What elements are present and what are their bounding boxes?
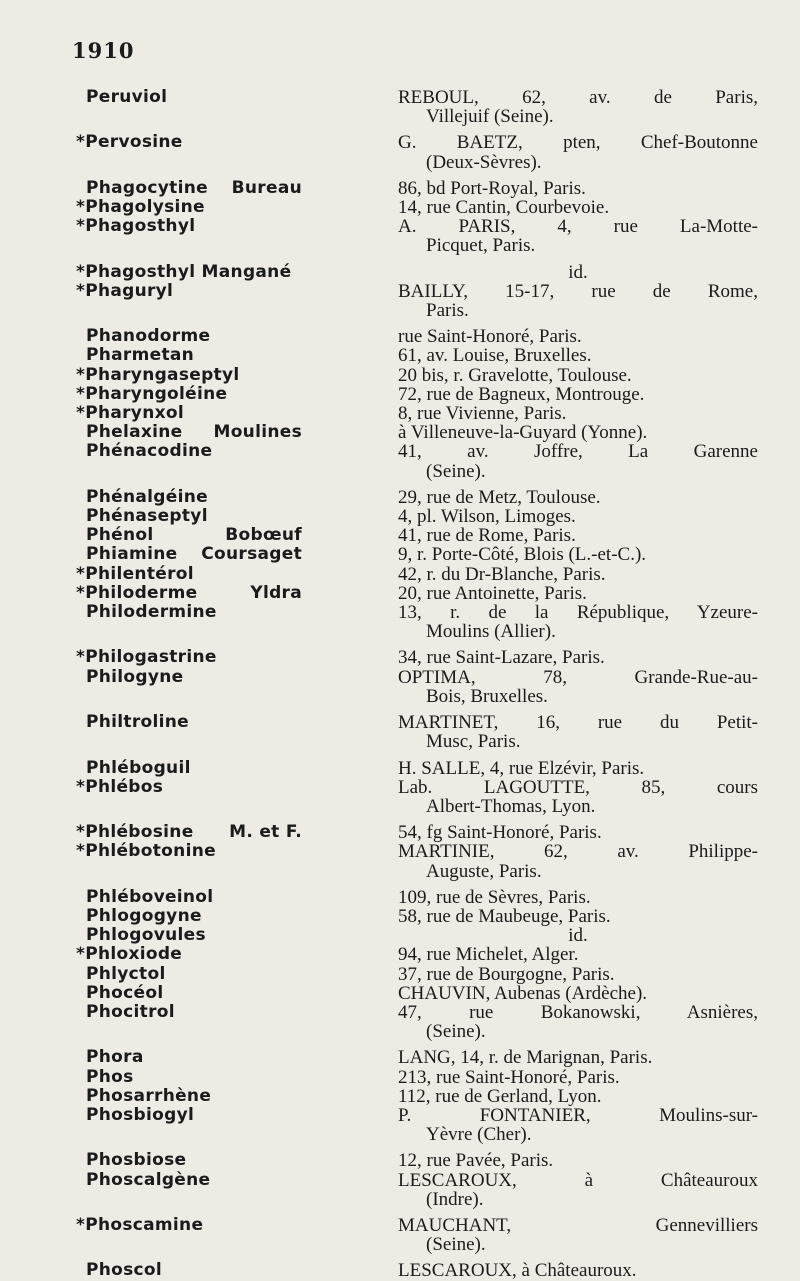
address	[398, 888, 758, 907]
directory-entries	[0, 88, 800, 1281]
product-name	[0, 778, 310, 797]
directory-entry	[0, 1106, 800, 1144]
product-name-main: Phora	[86, 1047, 144, 1068]
product-name-main: *Philoderme	[76, 582, 198, 603]
address-line-1: LESCAROUX, à Châteauroux	[398, 1169, 758, 1191]
address-line-1: 9, r. Porte-Côté, Blois (L.-et-C.).	[398, 544, 647, 566]
address-line-1: 58, rue de Maubeuge, Paris.	[398, 905, 611, 927]
address-line-1: à Villeneuve-la-Guyard (Yonne).	[398, 422, 648, 444]
product-name-main: Peruviol	[86, 87, 168, 107]
product-name-main: *Pharyngoléine	[76, 383, 228, 404]
directory-entry	[0, 1261, 800, 1280]
product-name-suffix: Coursaget	[201, 544, 302, 565]
product-name	[0, 1068, 310, 1087]
address	[398, 442, 758, 480]
product-name-main: Phoscol	[86, 1260, 163, 1281]
product-name-main: Phosarrhène	[86, 1085, 212, 1106]
address	[398, 385, 758, 404]
address-line-2: Moulins (Allier).	[426, 621, 556, 643]
address	[398, 713, 758, 751]
product-name-main: Phlogovules	[86, 925, 206, 946]
directory-entry	[0, 1171, 800, 1209]
page-number: 1910	[72, 38, 135, 63]
address-line-2: (Seine).	[426, 460, 486, 482]
directory-entry	[0, 385, 800, 404]
product-name-suffix: Moulines	[213, 422, 302, 443]
product-name	[0, 907, 310, 926]
product-name	[0, 1151, 310, 1170]
address-line-2: Yèvre (Cher).	[426, 1124, 532, 1146]
address-line-1: 4, pl. Wilson, Limoges.	[398, 506, 576, 528]
address	[398, 198, 758, 217]
address	[398, 1216, 758, 1254]
address-line-2: (Seine).	[426, 1234, 486, 1256]
address	[398, 282, 758, 320]
directory-entry	[0, 1151, 800, 1170]
address-line-1: 42, r. du Dr-Blanche, Paris.	[398, 563, 606, 585]
product-name-main: *Phlébosine	[76, 822, 194, 843]
address	[398, 1106, 758, 1144]
address	[398, 346, 758, 365]
product-name	[0, 366, 310, 385]
product-name	[0, 327, 310, 346]
directory-entry	[0, 88, 800, 126]
product-name-main: *Philentérol	[76, 563, 194, 584]
product-name-main: Phléboveinol	[86, 886, 214, 907]
address-line-2: Auguste, Paris.	[426, 860, 542, 882]
directory-entry	[0, 1216, 800, 1254]
address-line-1: 112, rue de Gerland, Lyon.	[398, 1085, 602, 1107]
address	[398, 423, 758, 442]
address	[398, 179, 758, 198]
product-name	[0, 198, 310, 217]
address	[398, 263, 758, 282]
directory-entry	[0, 778, 800, 816]
product-name	[0, 526, 310, 545]
address-line-1: 37, rue de Bourgogne, Paris.	[398, 963, 615, 985]
directory-entry	[0, 133, 800, 171]
address-line-1: 14, rue Cantin, Courbevoie.	[398, 197, 610, 219]
address-line-2: Musc, Paris.	[426, 731, 521, 753]
address	[398, 1003, 758, 1041]
product-name-main: Phénaseptyl	[86, 506, 208, 527]
directory-entry	[0, 984, 800, 1003]
directory-entry	[0, 907, 800, 926]
address	[398, 488, 758, 507]
product-name-main: Phoscalgène	[86, 1169, 211, 1190]
product-name	[0, 423, 310, 442]
directory-entry	[0, 1068, 800, 1087]
address	[398, 526, 758, 545]
address	[398, 366, 758, 385]
directory-entry	[0, 423, 800, 442]
product-name	[0, 1171, 310, 1190]
address-line-1: 72, rue de Bagneux, Montrouge.	[398, 383, 645, 405]
product-name-suffix: M. et F.	[229, 822, 302, 843]
product-name	[0, 217, 310, 236]
product-name	[0, 545, 310, 564]
address-line-1: 54, fg Saint-Honoré, Paris.	[398, 822, 602, 844]
product-name-main: Phénacodine	[86, 441, 213, 462]
product-name-main: *Phaguryl	[76, 280, 174, 301]
product-name	[0, 1106, 310, 1125]
directory-entry	[0, 526, 800, 545]
product-name	[0, 488, 310, 507]
product-name-suffix: Bureau	[231, 177, 302, 198]
product-name	[0, 888, 310, 907]
product-name-main: *Phagosthyl	[76, 216, 196, 237]
product-name-main: Phocitrol	[86, 1001, 175, 1022]
product-name-main: Phiamine	[86, 544, 178, 565]
directory-entry	[0, 888, 800, 907]
product-name	[0, 984, 310, 1003]
address-line-1: 8, rue Vivienne, Paris.	[398, 403, 567, 425]
product-name-main: Philodermine	[86, 602, 217, 623]
address-line-1: 34, rue Saint-Lazare, Paris.	[398, 647, 605, 669]
address	[398, 984, 758, 1003]
address-line-1: id.	[568, 925, 588, 947]
directory-entry	[0, 565, 800, 584]
directory-entry	[0, 759, 800, 778]
product-name-main: Phelaxine	[86, 422, 183, 443]
product-name	[0, 603, 310, 622]
product-name-main: *Pharyngaseptyl	[76, 364, 240, 385]
product-name-main: *Phoscamine	[76, 1214, 204, 1235]
address-line-1: H. SALLE, 4, rue Elzévir, Paris.	[398, 757, 645, 779]
product-name	[0, 1216, 310, 1235]
directory-entry	[0, 842, 800, 880]
product-name	[0, 584, 310, 603]
address-line-1: 86, bd Port-Royal, Paris.	[398, 177, 586, 199]
product-name-main: Phos	[86, 1066, 134, 1087]
address	[398, 1068, 758, 1087]
address	[398, 926, 758, 945]
product-name	[0, 282, 310, 301]
address-line-1: id.	[568, 261, 588, 283]
address	[398, 88, 758, 126]
address-line-1: MAUCHANT, Gennevilliers	[398, 1214, 758, 1236]
product-name	[0, 965, 310, 984]
directory-entry	[0, 327, 800, 346]
address	[398, 545, 758, 564]
product-name-main: *Phloxiode	[76, 944, 183, 965]
product-name	[0, 945, 310, 964]
product-name-suffix: Bobœuf	[225, 525, 302, 546]
address-line-2: (Deux-Sèvres).	[426, 151, 542, 173]
product-name-main: Phlyctol	[86, 963, 166, 984]
product-name-main: Phosbiose	[86, 1150, 187, 1171]
product-name	[0, 346, 310, 365]
address	[398, 565, 758, 584]
product-name-main: Pharmetan	[86, 345, 195, 366]
directory-entry	[0, 545, 800, 564]
address-line-1: 29, rue de Metz, Toulouse.	[398, 486, 601, 508]
directory-entry	[0, 1048, 800, 1067]
address	[398, 1261, 758, 1280]
address-line-1: LANG, 14, r. de Marignan, Paris.	[398, 1047, 653, 1069]
directory-entry	[0, 648, 800, 667]
address	[398, 404, 758, 423]
address-line-1: 12, rue Pavée, Paris.	[398, 1150, 554, 1172]
address-line-1: MARTINET, 16, rue du Petit-	[398, 712, 758, 734]
directory-entry	[0, 179, 800, 198]
address-line-2: (Seine).	[426, 1021, 486, 1043]
address	[398, 907, 758, 926]
address	[398, 133, 758, 171]
product-name-main: *Phagolysine	[76, 197, 205, 218]
address-line-1: BAILLY, 15-17, rue de Rome,	[398, 280, 758, 302]
directory-entry	[0, 584, 800, 603]
product-name	[0, 565, 310, 584]
product-name-main: Phlogogyne	[86, 905, 202, 926]
product-name-main: Phléboguil	[86, 757, 191, 778]
directory-entry	[0, 1087, 800, 1106]
address-line-1: Lab. LAGOUTTE, 85, cours	[398, 776, 758, 798]
product-name-main: *Phlébotonine	[76, 841, 216, 862]
address	[398, 668, 758, 706]
directory-entry	[0, 668, 800, 706]
directory-entry	[0, 217, 800, 255]
address-line-1: rue Saint-Honoré, Paris.	[398, 326, 582, 348]
address-line-1: MARTINIE, 62, av. Philippe-	[398, 841, 758, 863]
address-line-1: REBOUL, 62, av. de Paris,	[398, 87, 758, 108]
product-name	[0, 507, 310, 526]
product-name	[0, 668, 310, 687]
address-line-1: 61, av. Louise, Bruxelles.	[398, 345, 592, 367]
address-line-1: 41, rue de Rome, Paris.	[398, 525, 576, 547]
address	[398, 945, 758, 964]
product-name	[0, 1087, 310, 1106]
product-name	[0, 759, 310, 778]
directory-entry	[0, 198, 800, 217]
address	[398, 778, 758, 816]
product-name	[0, 823, 310, 842]
address-line-1: 13, r. de la République, Yzeure-	[398, 602, 758, 624]
product-name	[0, 404, 310, 423]
address-line-2: Paris.	[426, 300, 469, 322]
directory-entry	[0, 404, 800, 423]
address	[398, 1151, 758, 1170]
address-line-1: 47, rue Bokanowski, Asnières,	[398, 1001, 758, 1023]
product-name	[0, 713, 310, 732]
directory-entry	[0, 442, 800, 480]
address	[398, 1087, 758, 1106]
address-line-2: Bois, Bruxelles.	[426, 685, 548, 707]
address-line-2: Villejuif (Seine).	[426, 106, 554, 128]
address-line-1: LESCAROUX, à Châteauroux.	[398, 1260, 637, 1281]
address-line-1: 94, rue Michelet, Alger.	[398, 944, 579, 966]
product-name-main: *Pervosine	[76, 132, 183, 153]
product-name	[0, 88, 310, 107]
directory-entry	[0, 945, 800, 964]
directory-entry	[0, 366, 800, 385]
directory-entry	[0, 488, 800, 507]
address-line-1: A. PARIS, 4, rue La-Motte-	[398, 216, 758, 238]
directory-entry	[0, 1003, 800, 1041]
product-name-main: *Philogastrine	[76, 647, 217, 668]
address-line-2: Picquet, Paris.	[426, 235, 536, 257]
product-name	[0, 263, 310, 282]
product-name	[0, 179, 310, 198]
product-name-main: *Phlébos	[76, 776, 164, 797]
product-name	[0, 133, 310, 152]
product-name	[0, 648, 310, 667]
address-line-1: 213, rue Saint-Honoré, Paris.	[398, 1066, 620, 1088]
product-name-main: Phénalgéine	[86, 486, 208, 507]
directory-entry	[0, 346, 800, 365]
address-line-1: OPTIMA, 78, Grande-Rue-au-	[398, 666, 758, 688]
directory-entry	[0, 507, 800, 526]
product-name-main: Phénol	[86, 525, 154, 546]
address	[398, 965, 758, 984]
address-line-2: Albert-Thomas, Lyon.	[426, 795, 596, 817]
address	[398, 648, 758, 667]
product-name-main: Phanodorme	[86, 326, 211, 347]
product-name-main: Phagocytine	[86, 177, 208, 198]
address	[398, 1171, 758, 1209]
product-name	[0, 842, 310, 861]
address-line-1: 109, rue de Sèvres, Paris.	[398, 886, 591, 908]
address-line-1: 20, rue Antoinette, Paris.	[398, 582, 587, 604]
address-line-2: (Indre).	[426, 1188, 484, 1210]
address	[398, 217, 758, 255]
address-line-1: 41, av. Joffre, La Garenne	[398, 441, 758, 463]
product-name-suffix: Yldra	[250, 582, 302, 603]
address	[398, 842, 758, 880]
address	[398, 507, 758, 526]
product-name-main: *Pharynxol	[76, 403, 184, 424]
address-line-1: G. BAETZ, pten, Chef-Boutonne	[398, 132, 758, 154]
product-name	[0, 1048, 310, 1067]
address-line-1: 20 bis, r. Gravelotte, Toulouse.	[398, 364, 632, 386]
product-name-main: Philogyne	[86, 666, 184, 687]
directory-entry	[0, 282, 800, 320]
directory-entry	[0, 965, 800, 984]
address	[398, 327, 758, 346]
address-line-1: P. FONTANIER, Moulins-sur-	[398, 1104, 758, 1126]
product-name-main: Philtroline	[86, 712, 189, 733]
product-name-main: *Phagosthyl Mangané	[76, 261, 292, 282]
address-line-1: CHAUVIN, Aubenas (Ardèche).	[398, 982, 648, 1004]
product-name	[0, 926, 310, 945]
address	[398, 1048, 758, 1067]
address	[398, 584, 758, 603]
directory-entry	[0, 603, 800, 641]
directory-entry	[0, 926, 800, 945]
product-name	[0, 442, 310, 461]
address	[398, 603, 758, 641]
directory-entry	[0, 713, 800, 751]
product-name	[0, 1003, 310, 1022]
directory-entry	[0, 263, 800, 282]
product-name-main: Phosbiogyl	[86, 1104, 195, 1125]
address	[398, 823, 758, 842]
address	[398, 759, 758, 778]
product-name-main: Phocéol	[86, 982, 164, 1003]
product-name	[0, 1261, 310, 1280]
product-name	[0, 385, 310, 404]
directory-entry	[0, 823, 800, 842]
